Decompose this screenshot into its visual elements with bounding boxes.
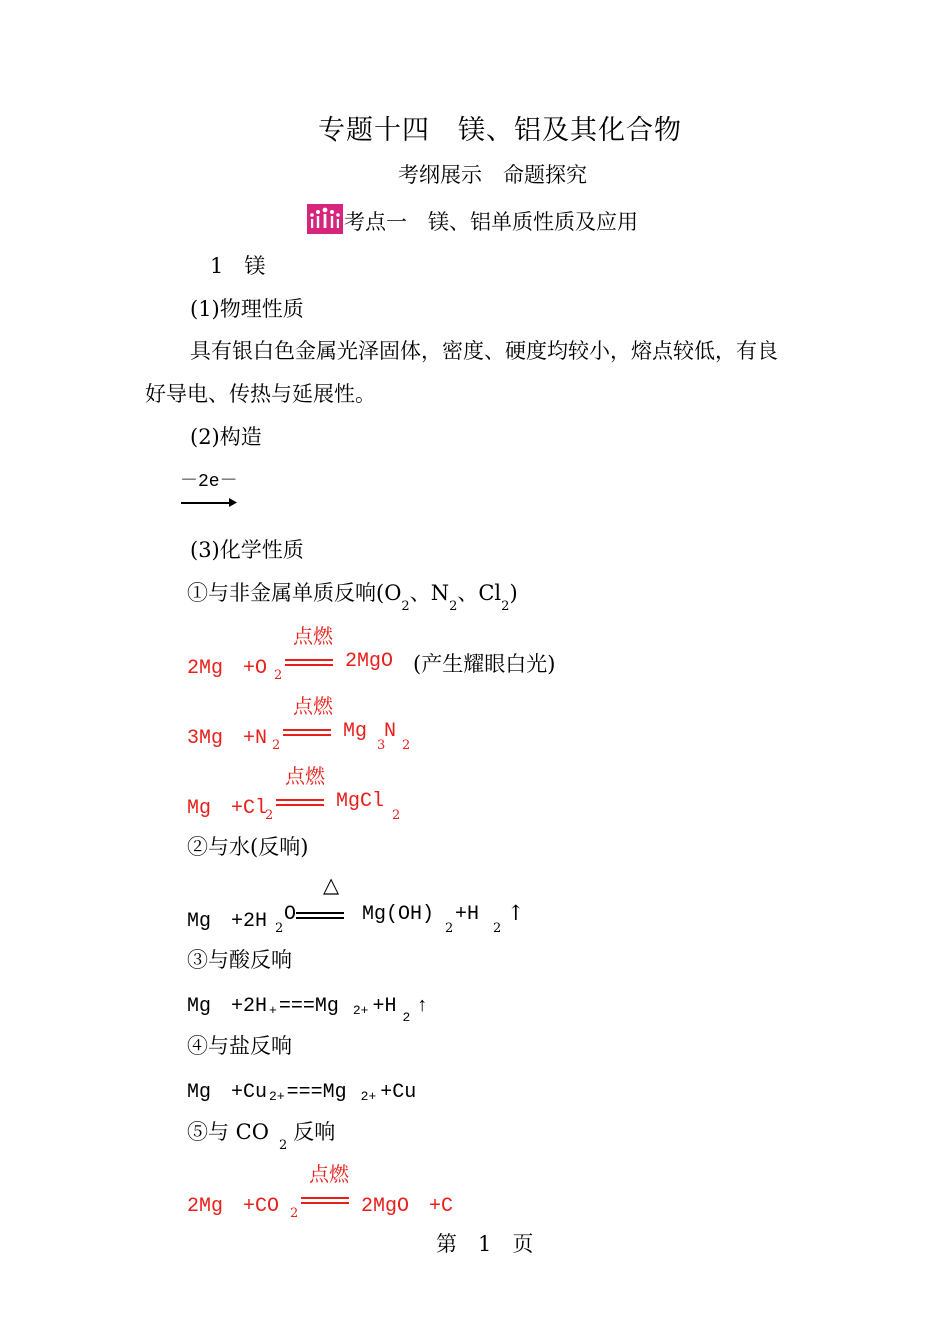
section-heading: 考点一 镁、铝单质性质及应用 <box>344 210 638 234</box>
subscript: 2 <box>290 1206 299 1221</box>
equation-note: (产生耀眼白光) <box>413 652 556 676</box>
equation-salt: Mg +Cu 2+ ===Mg 2+ +Cu <box>187 1081 417 1104</box>
condition-ignite: 点燃 <box>293 624 333 648</box>
equation-water-right: Mg(OH) <box>362 903 435 926</box>
oxygen-symbol: O <box>284 903 297 926</box>
physical-properties-text-line1: 具有银白色金属光泽固体，密度、硬度均较小，熔点较低，有良 <box>190 339 778 363</box>
structure-heading: (2)构造 <box>190 425 262 449</box>
subscript: 2 <box>493 921 502 936</box>
equation-mg-n2-right: Mg <box>343 720 368 743</box>
equation-mg-o2-left: 2Mg +O <box>187 657 268 680</box>
condition-heat: △ <box>323 873 340 897</box>
reaction5-heading: ⑤与 $CO_2$反响 <box>187 1120 336 1153</box>
equation-co2-left: 2Mg +CO <box>187 1195 280 1218</box>
subscript: 2 <box>402 738 411 753</box>
hydrogen-product: +H <box>455 903 480 926</box>
subscript: 3 <box>377 738 386 753</box>
subscript: 2 <box>265 808 274 823</box>
subscript: 2 <box>445 921 454 936</box>
equation-mg-o2-right: 2MgO <box>345 650 394 673</box>
equals-sign <box>285 658 333 667</box>
up-arrow-icon: ↑ <box>416 995 429 1018</box>
condition-ignite: 点燃 <box>309 1162 349 1186</box>
up-arrow-icon: ↑ <box>507 901 525 925</box>
equals-sign <box>276 798 324 807</box>
equation-water-left: Mg +2H <box>187 910 268 933</box>
page-subtitle: 考纲展示 命题探究 <box>398 163 587 187</box>
equals-sign <box>283 728 331 737</box>
reaction2-heading: ②与水(反响) <box>187 835 309 859</box>
physical-properties-heading: (1)物理性质 <box>190 297 304 321</box>
item-heading: 1 镁 <box>210 254 266 278</box>
arrow-head-icon <box>229 498 237 507</box>
subscript: 2 <box>392 808 401 823</box>
reaction3-heading: ③与酸反响 <box>187 948 292 972</box>
equation-acid: Mg +2H + ===Mg 2+ +H $_2$ ↑ <box>187 995 429 1025</box>
reaction4-heading: ④与盐反响 <box>187 1034 292 1058</box>
arrow-line <box>181 502 231 504</box>
people-logo-icon <box>307 204 343 234</box>
equation-mg-cl2-right: MgCl <box>336 790 385 813</box>
equals-sign <box>296 911 344 920</box>
subscript: 2 <box>275 921 284 936</box>
equation-co2-right: 2MgO +C <box>361 1195 454 1218</box>
subscript: 2 <box>272 738 281 753</box>
page-number: 第 1 页 <box>436 1232 534 1256</box>
nitrogen-symbol: N <box>384 720 397 743</box>
electron-loss-label: －2e－ <box>180 472 238 492</box>
equation-mg-n2-left: 3Mg +N <box>187 727 268 750</box>
physical-properties-text-line2: 好导电、传热与延展性。 <box>145 382 376 406</box>
subscript: 2 <box>274 668 283 683</box>
chemical-properties-heading: (3)化学性质 <box>190 538 304 562</box>
equals-sign <box>301 1196 349 1205</box>
equation-mg-cl2-left: Mg +Cl <box>187 797 268 820</box>
condition-ignite: 点燃 <box>293 694 333 718</box>
reaction1-heading: ①与非金属单质反响($O_2$、$N_2$、$Cl_2$) <box>187 581 518 614</box>
condition-ignite: 点燃 <box>285 764 325 788</box>
page-title: 专题十四 镁、铝及其化合物 <box>318 115 682 146</box>
